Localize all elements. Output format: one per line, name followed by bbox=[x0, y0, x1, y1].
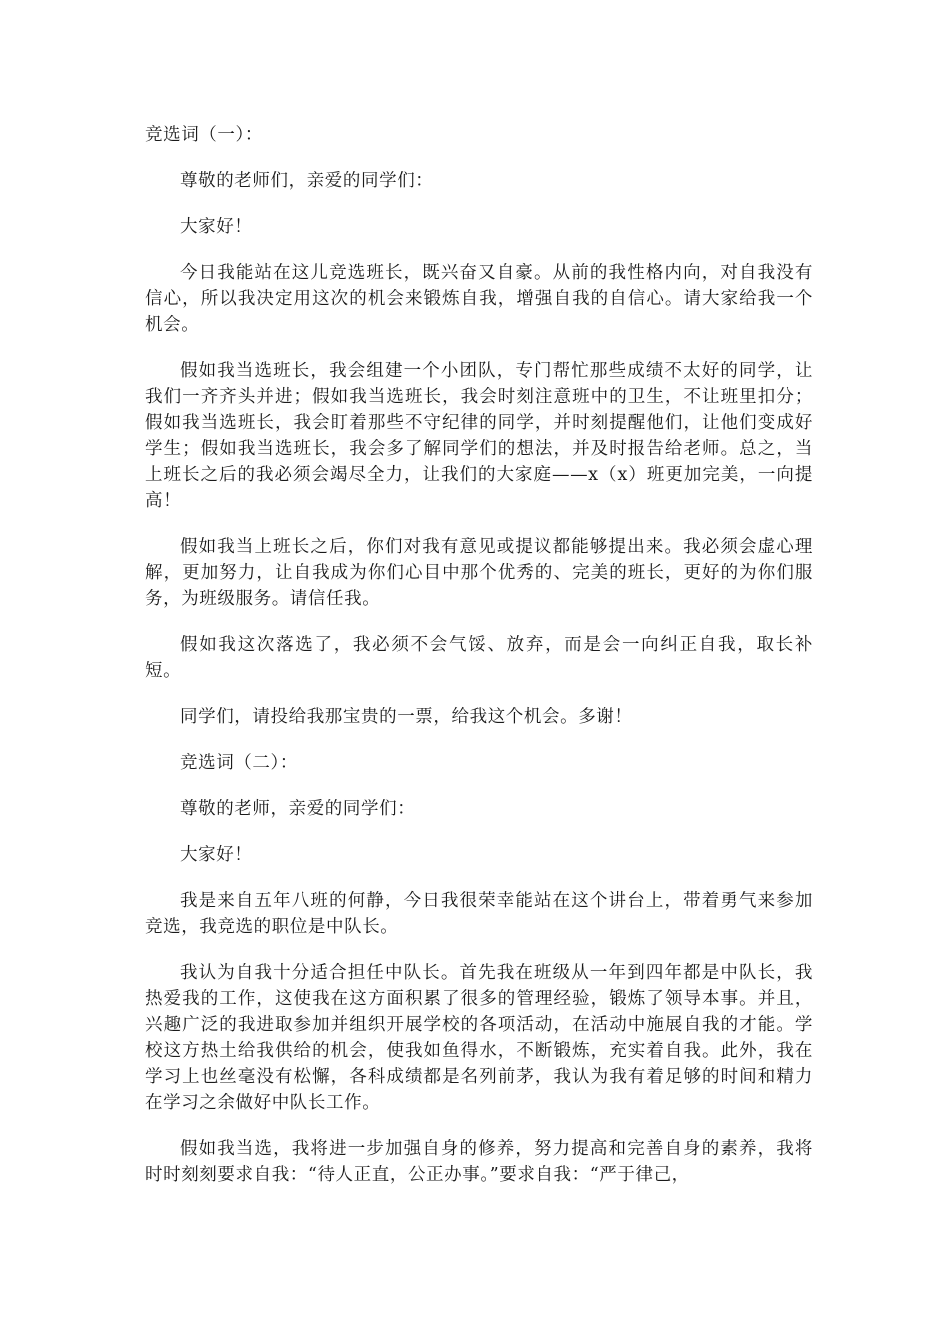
document-page bbox=[145, 122, 813, 1188]
body-paragraph: 我认为自我十分适合担任中队长。首先我在班级从一年到四年都是中队长，我热爱我的工作，这使我在这方面积累了很多的管理经验，锻炼了领导本事。并且，兴趣广泛的我进取参加并组织开展学校的各项活动，在活动中施展自我的才能。学校这方热土给我供给的机会，使我如鱼得水，不断锻炼，充实着自我。此外，我在学习上也丝毫没有松懈，各科成绩都是名列前茅，我认为我有着足够的时间和精力在学习之余做好中队长工作。 bbox=[145, 963, 813, 1113]
salutation: 尊敬的老师，亲爱的同学们： bbox=[180, 799, 416, 819]
body-paragraph: 假如我当上班长之后，你们对我有意见或提议都能够提出来。我必须会虚心理解，更加努力，让自我成为你们心目中那个优秀的、完美的班长，更好的为你们服务，为班级服务。请信任我。 bbox=[145, 537, 813, 609]
body-paragraph: 今日我能站在这儿竞选班长，既兴奋又自豪。从前的我性格内向，对自我没有信心，所以我决定用这次的机会来锻炼自我，增强自我的自信心。请大家给我一个机会。 bbox=[145, 263, 813, 335]
body-paragraph: 我是来自五年八班的何静，今日我很荣幸能站在这个讲台上，带着勇气来参加竞选，我竞选的职位是中队长。 bbox=[145, 891, 813, 937]
salutation: 尊敬的老师们，亲爱的同学们： bbox=[180, 171, 434, 191]
section-heading-1: 竞选词（一）： bbox=[145, 125, 263, 145]
body-paragraph: 假如我当选，我将进一步加强自身的修养，努力提高和完善自身的素养，我将时时刻刻要求自我：“待人正直，公正办事。”要求自我：“严于律己， bbox=[145, 1139, 813, 1185]
body-paragraph: 同学们，请投给我那宝贵的一票，给我这个机会。多谢！ bbox=[180, 707, 633, 727]
section-heading-2: 竞选词（二）： bbox=[180, 753, 298, 773]
body-paragraph: 假如我这次落选了，我必须不会气馁、放弃，而是会一向纠正自我，取长补短。 bbox=[145, 635, 813, 681]
body-paragraph: 假如我当选班长，我会组建一个小团队，专门帮忙那些成绩不太好的同学，让我们一齐齐头并进；假如我当选班长，我会时刻注意班中的卫生，不让班里扣分；假如我当选班长，我会盯着那些不守纪律的同学，并时刻提醒他们，让他们变成好学生；假如我当选班长，我会多了解同学们的想法，并及时报告给老师。总之，当上班长之后的我必须会竭尽全力，让我们的大家庭——x（x）班更加完美，一向提高！ bbox=[145, 361, 813, 511]
greeting: 大家好！ bbox=[180, 845, 253, 865]
greeting: 大家好！ bbox=[180, 217, 253, 237]
